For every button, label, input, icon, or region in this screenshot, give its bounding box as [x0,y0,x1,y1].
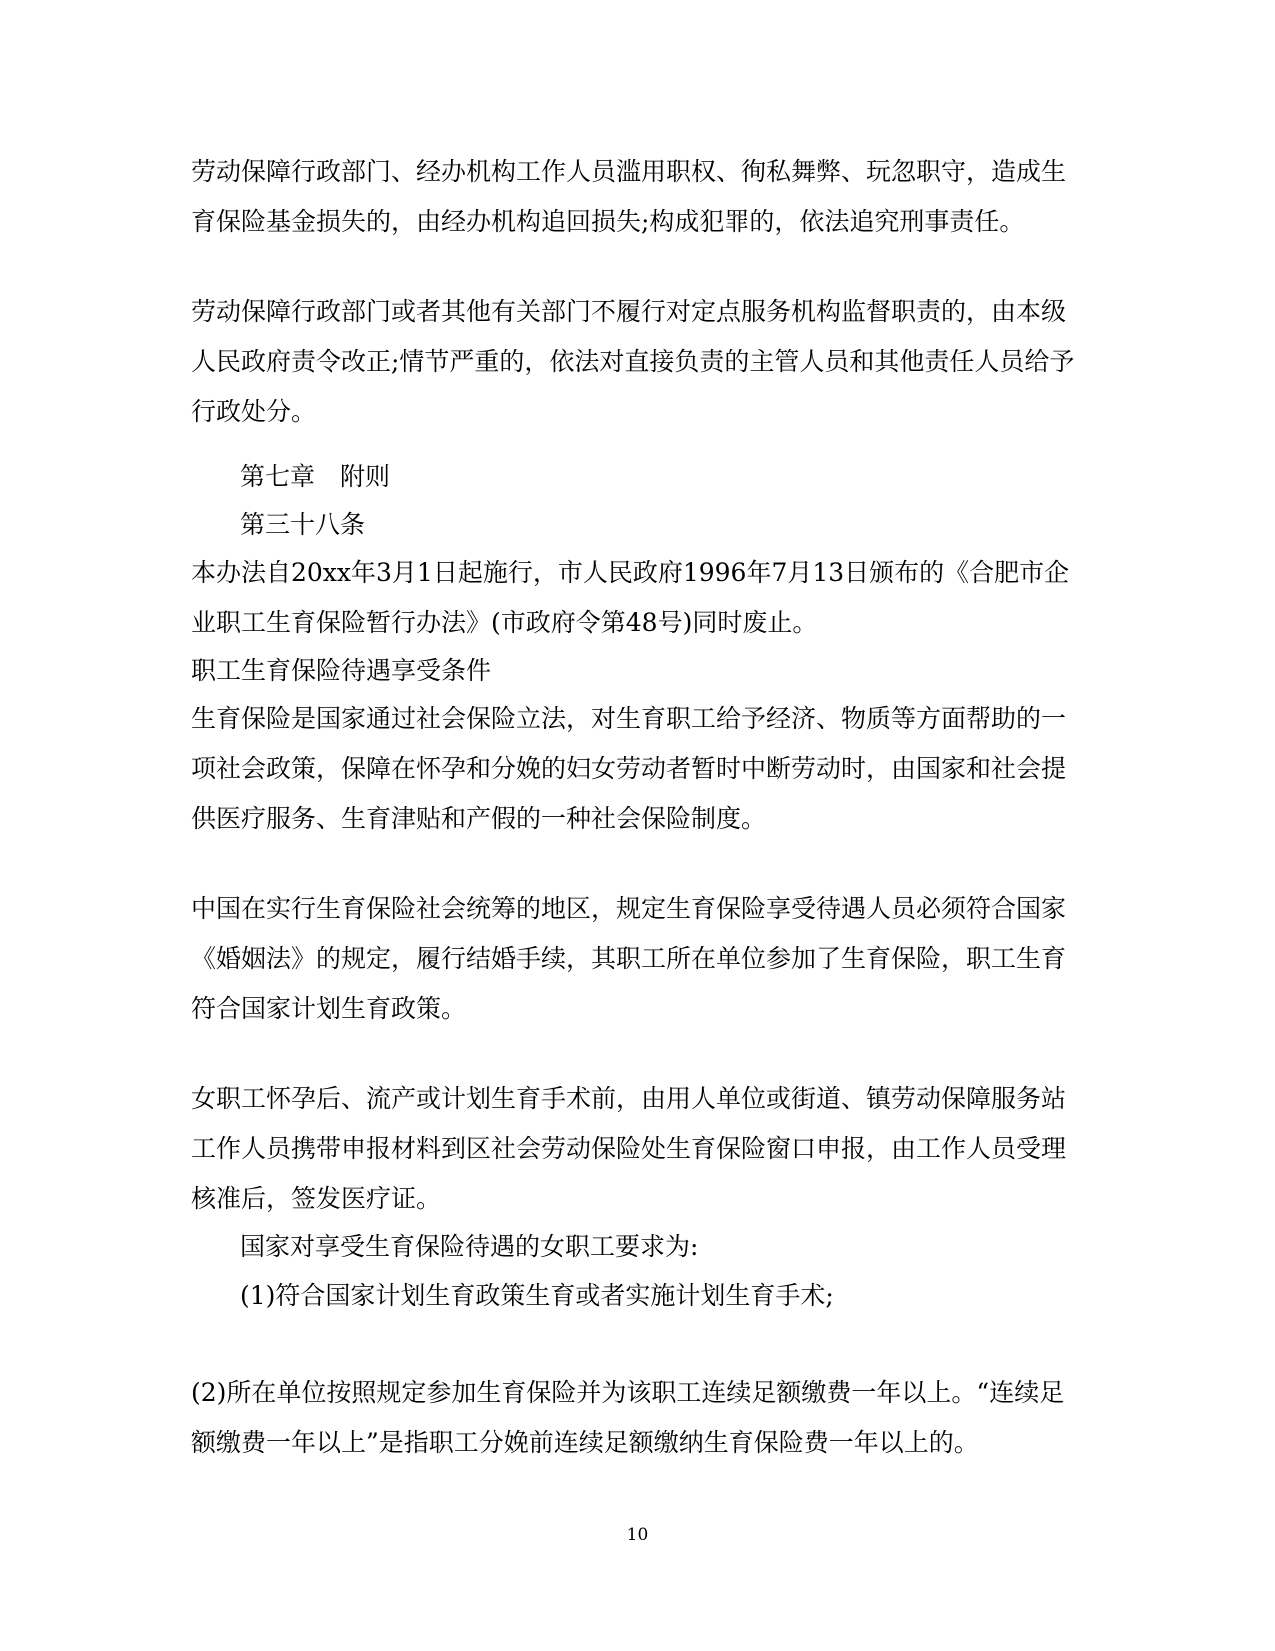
paragraph-definition: 生育保险是国家通过社会保险立法，对生育职工给予经济、物质等方面帮助的一项社会政策，保障在怀孕和分娩的妇女劳动者暂时中断劳动时，由国家和社会提供医疗服务、生育津贴和产假的一种社会保险制度。 [191,704,1067,833]
paragraph-requirements: 国家对享受生育保险待遇的女职工要求为: [240,1232,699,1261]
chapter-heading: 第七章 附则 [240,462,391,491]
paragraph-application: 女职工怀孕后、流产或计划生育手术前，由用人单位或街道、镇劳动保障服务站工作人员携带申报材料到区社会劳动保险处生育保险窗口申报，由工作人员受理核准后，签发医疗证。 [191,1084,1067,1213]
requirement-item-1: (1)符合国家计划生育政策生育或者实施计划生育手术; [240,1281,834,1310]
requirement-item-2: (2)所在单位按照规定参加生育保险并为该职工连续足额缴费一年以上。“连续足额缴费一年以上”是指职工分娩前连续足额缴纳生育保险费一年以上的。 [191,1378,1065,1457]
paragraph-conditions: 中国在实行生育保险社会统筹的地区，规定生育保险享受待遇人员必须符合国家《婚姻法》的规定，履行结婚手续，其职工所在单位参加了生育保险，职工生育符合国家计划生育政策。 [191,894,1067,1023]
paragraph-1: 劳动保障行政部门、经办机构工作人员滥用职权、徇私舞弊、玩忽职守，造成生育保险基金损失的，由经办机构追回损失;构成犯罪的，依法追究刑事责任。 [191,157,1067,236]
article-heading: 第三十八条 [240,510,366,539]
section-title: 职工生育保险待遇享受条件 [191,656,492,685]
paragraph-effective-date: 本办法自20xx年3月1日起施行，市人民政府1996年7月13日颁布的《合肥市企业职工生育保险暂行办法》(市政府令第48号)同时废止。 [191,558,1070,637]
paragraph-2: 劳动保障行政部门或者其他有关部门不履行对定点服务机构监督职责的，由本级人民政府责令改正;情节严重的，依法对直接负责的主管人员和其他责任人员给予行政处分。 [191,297,1075,426]
page-number: 10 [626,1525,649,1545]
